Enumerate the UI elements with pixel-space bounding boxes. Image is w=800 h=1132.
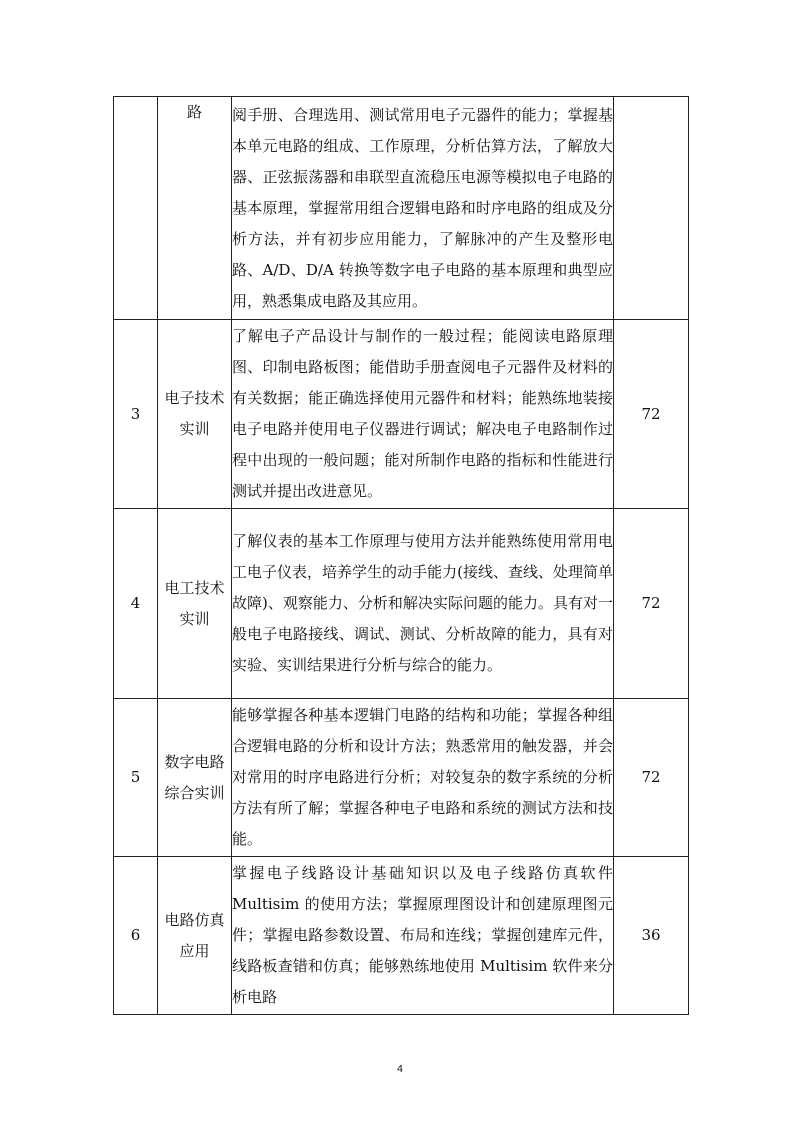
course-description: 能够掌握各种基本逻辑门电路的结构和功能；掌握各种组合逻辑电路的分析和设计方法；熟悉常用的触发器，并会对常用的时序电路进行分析；对较复杂的数字系统的分析方法有所了解；掌握各种电子电路和系统的测试方法和技能。 (232, 699, 614, 857)
course-name: 电子技术实训 (158, 320, 232, 509)
course-name: 电路仿真应用 (158, 857, 232, 1015)
row-index: 5 (114, 699, 158, 857)
page-number: 4 (396, 1064, 404, 1075)
row-index: 4 (114, 509, 158, 699)
course-hours (614, 97, 689, 320)
course-hours: 72 (614, 699, 689, 857)
course-name: 电工技术实训 (158, 509, 232, 699)
course-name: 路 (158, 97, 232, 320)
table-row (114, 509, 689, 699)
table-row (114, 857, 689, 1015)
course-description: 掌握电子线路设计基础知识以及电子线路仿真软件 Multisim 的使用方法；掌握原理图设计和创建原理图元件；掌握电路参数设置、布局和连线；掌握创建库元件，线路板查错和仿真；能够熟练地使用 Multisim 软件来分析电路 (232, 857, 614, 1015)
course-table (113, 96, 689, 1015)
course-name: 数字电路综合实训 (158, 699, 232, 857)
course-hours: 72 (614, 320, 689, 509)
row-index (114, 97, 158, 320)
table-row (114, 97, 689, 320)
row-index: 3 (114, 320, 158, 509)
table-row (114, 699, 689, 857)
course-hours: 36 (614, 857, 689, 1015)
course-description: 了解电子产品设计与制作的一般过程；能阅读电路原理图、印制电路板图；能借助手册查阅电子元器件及材料的有关数据；能正确选择使用元器件和材料；能熟练地装接电子电路并使用电子仪器进行调试；解决电子电路制作过程中出现的一般问题；能对所制作电路的指标和性能进行测试并提出改进意见。 (232, 320, 614, 509)
course-description: 了解仪表的基本工作原理与使用方法并能熟练使用常用电工电子仪表，培养学生的动手能力(接线、查线、处理简单故障)、观察能力、分析和解决实际问题的能力。具有对一般电子电路接线、调试、测试、分析故障的能力，具有对实验、实训结果进行分析与综合的能力。 (232, 509, 614, 699)
row-index: 6 (114, 857, 158, 1015)
course-hours: 72 (614, 509, 689, 699)
table-row (114, 320, 689, 509)
course-description: 阅手册、合理选用、测试常用电子元器件的能力；掌握基本单元电路的组成、工作原理，分析估算方法，了解放大器、正弦振荡器和串联型直流稳压电源等模拟电子电路的基本原理，掌握常用组合逻辑电路和时序电路的组成及分析方法，并有初步应用能力，了解脉冲的产生及整形电路、A/D、D/A 转换等数字电子电路的基本原理和典型应用，熟悉集成电路及其应用。 (232, 97, 614, 320)
